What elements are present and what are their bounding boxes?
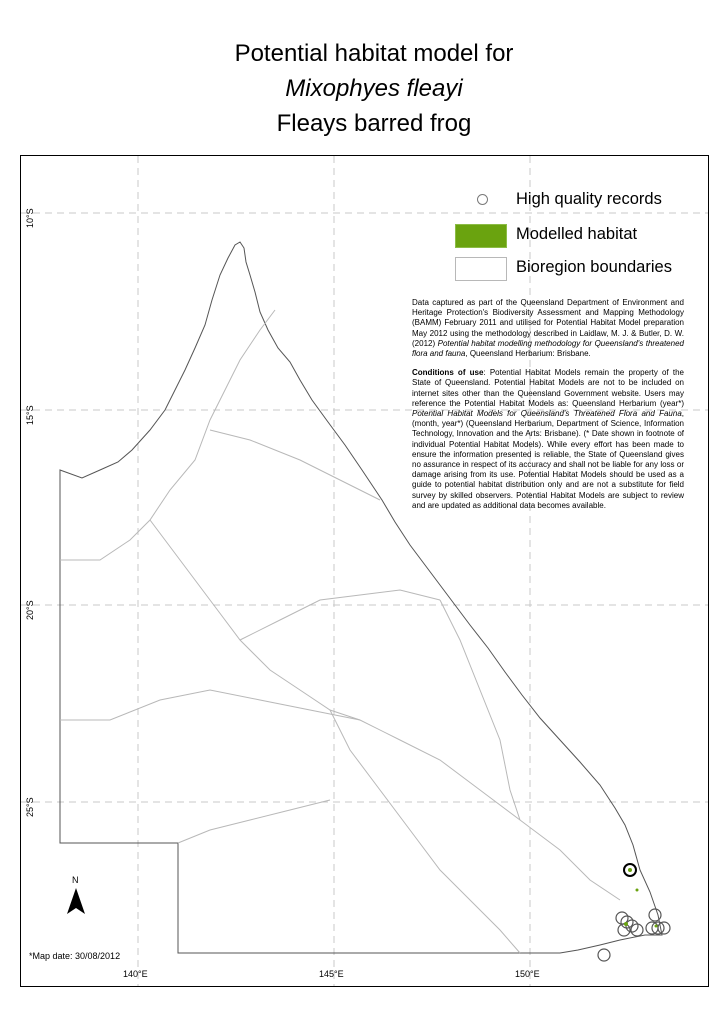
- north-arrow-icon: [67, 888, 85, 914]
- legend-boundary-swatch: [455, 257, 507, 281]
- data-source-title: Potential habitat modelling methodology for Queensland's threatened flora and fauna: [412, 338, 684, 359]
- data-source-text: Data captured as part of the Queensland Department of Environment and Heritage Protection's Biodiversity Assessment and Mapping Methodology (BAMM) February 2011 and utilised for Potential Habitat Model preparation May 2012 using the methodology described in Laidlaw, M. J. & Butler, D. W. (2012): [412, 298, 684, 348]
- bioregion-line-1: [60, 310, 275, 560]
- bioregion-line-6: [330, 710, 520, 953]
- data-source-post: , Queensland Herbarium: Brisbane.: [465, 349, 591, 359]
- bioregion-line-8: [178, 800, 330, 843]
- legend-habitat-swatch: [455, 224, 507, 248]
- legend-record-circle-icon: [477, 194, 488, 205]
- record-markers: [598, 864, 670, 961]
- north-label: N: [72, 875, 79, 885]
- legend-boundaries-label: Bioregion boundaries: [516, 258, 672, 276]
- lon-label-150e: 150°E: [515, 969, 540, 979]
- conditions-text: : Potential Habitat Models remain the property of the State of Queensland. Potential Habitat Models are not to be included on internet sites other than the Queensland Government website. Users may reference the Potential Habitat Models as: Queensland Herbarium (year*): [412, 368, 684, 408]
- lat-label-15s: 15°S: [25, 405, 35, 425]
- bioregion-line-3: [60, 690, 520, 820]
- lat-label-20s: 20°S: [25, 600, 35, 620]
- habitat-patch: [636, 889, 639, 892]
- map-date: *Map date: 30/08/2012: [29, 951, 121, 961]
- habitat-patch: [628, 868, 632, 872]
- legend-records-label: High quality records: [516, 190, 662, 208]
- bioregion-line-4: [210, 430, 380, 500]
- habitat-patch: [655, 925, 658, 928]
- record-marker: [649, 909, 661, 921]
- bioregion-line-5: [240, 590, 440, 640]
- lat-label-25s: 25°S: [25, 797, 35, 817]
- conditions-paragraph: [412, 368, 684, 511]
- habitat-patch: [624, 922, 628, 926]
- lon-label-145e: 145°E: [319, 969, 344, 979]
- lat-label-10s: 10°S: [25, 208, 35, 228]
- bioregion-line-2: [150, 520, 360, 720]
- graticule: [21, 156, 708, 986]
- data-source-paragraph: [412, 298, 684, 359]
- legend-habitat-label: Modelled habitat: [516, 225, 638, 243]
- title-line1: Potential habitat model for: [234, 40, 514, 67]
- lon-label-140e: 140°E: [123, 969, 148, 979]
- title-species: Mixophyes fleayi: [285, 75, 463, 102]
- conditions-post: , (month, year*) (Queensland Herbarium, Department of Science, Information Technology, Innovation and the Arts: Brisbane). (* Date shown in footnote of individual Potential Habitat Models). While every effort has been made to ensure the information presented is reliable, the State of Queensland gives no assurance in respect of its accuracy and shall not be liable for any loss or damage arising from its use. Potential Habitat Models should be used as a guide to potential habitat distribution only and are not a substitute for field survey by skilled observers. Potential Habitat Models are subject to review and are updated as additional data becomes available.: [412, 409, 684, 510]
- data-source-notes: [412, 298, 684, 520]
- conditions-heading: Conditions of use: [412, 368, 484, 378]
- conditions-title: Potential Habitat Models for Queensland's Threatened Flora and Fauna: [412, 409, 682, 419]
- title-common-name: Fleays barred frog: [276, 110, 472, 137]
- record-marker: [598, 949, 610, 961]
